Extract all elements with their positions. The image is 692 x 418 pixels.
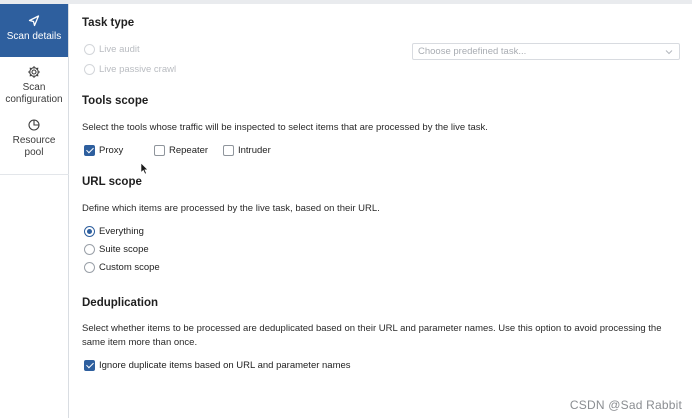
task-live-passive-crawl-radio[interactable] [84, 64, 176, 75]
sidebar-item-label-line1: Scan [22, 82, 46, 93]
option-label: Everything [99, 226, 144, 237]
checkbox-indicator [84, 145, 95, 156]
radio-indicator [84, 226, 95, 237]
sidebar-item-label-line2: configuration [5, 94, 63, 105]
task-type-heading: Task type [82, 17, 135, 29]
tools-scope-heading: Tools scope [82, 95, 149, 107]
option-label: Suite scope [99, 244, 149, 255]
ignore-duplicates-checkbox[interactable] [84, 360, 351, 371]
main-panel [70, 4, 692, 418]
checkbox-indicator [223, 145, 234, 156]
radio-indicator [84, 64, 95, 75]
watermark: CSDN @Sad Rabbit [569, 398, 682, 412]
url-scope-everything-radio[interactable] [84, 226, 144, 237]
option-label: Ignore duplicate items based on URL and parameter names [99, 360, 351, 371]
predefined-task-select[interactable] [412, 43, 680, 60]
select-placeholder: Choose predefined task... [418, 46, 527, 57]
scan-arrow-icon [27, 14, 41, 28]
sidebar-item-label: Scan details [6, 31, 62, 42]
tool-repeater-checkbox[interactable] [154, 145, 208, 156]
gear-icon [27, 65, 41, 79]
sidebar-item-scan-configuration[interactable] [0, 57, 68, 110]
option-label: Live audit [99, 44, 140, 55]
sidebar-item-label-line2: pool [24, 147, 44, 158]
tool-proxy-checkbox[interactable] [84, 145, 123, 156]
sidebar-item-scan-details[interactable] [0, 4, 68, 57]
deduplication-heading: Deduplication [82, 297, 159, 309]
url-scope-suite-radio[interactable] [84, 244, 149, 255]
option-label: Repeater [169, 145, 209, 156]
option-label: Proxy [99, 145, 124, 156]
checkbox-indicator [84, 360, 95, 371]
option-label: Live passive crawl [99, 64, 177, 75]
sidebar-divider [0, 174, 69, 175]
sidebar-item-label-line1: Resource [12, 135, 56, 146]
pie-chart-icon [27, 118, 41, 132]
sidebar-item-resource-pool[interactable] [0, 110, 68, 166]
radio-indicator [84, 244, 95, 255]
deduplication-description [82, 322, 688, 350]
url-scope-custom-radio[interactable] [84, 262, 160, 273]
option-label: Intruder [238, 145, 271, 156]
deduplication-description-line2: same item more than once. [82, 337, 198, 348]
checkbox-indicator [154, 145, 165, 156]
radio-indicator [84, 262, 95, 273]
url-scope-description: Define which items are processed by the live task, based on their URL. [82, 203, 380, 214]
mouse-cursor-icon [140, 162, 149, 175]
tool-intruder-checkbox[interactable] [223, 145, 271, 156]
deduplication-description-line1: Select whether items to be processed are deduplicated based on their URL and parameter names. Use this option to avoid processing the [82, 323, 662, 334]
option-label: Custom scope [99, 262, 160, 273]
radio-indicator [84, 44, 95, 55]
tools-scope-description: Select the tools whose traffic will be inspected to select items that are processed by the live task. [82, 122, 488, 133]
url-scope-heading: URL scope [82, 176, 142, 188]
sidebar [0, 4, 69, 418]
chevron-down-icon [664, 47, 674, 57]
task-live-audit-radio[interactable] [84, 44, 140, 55]
